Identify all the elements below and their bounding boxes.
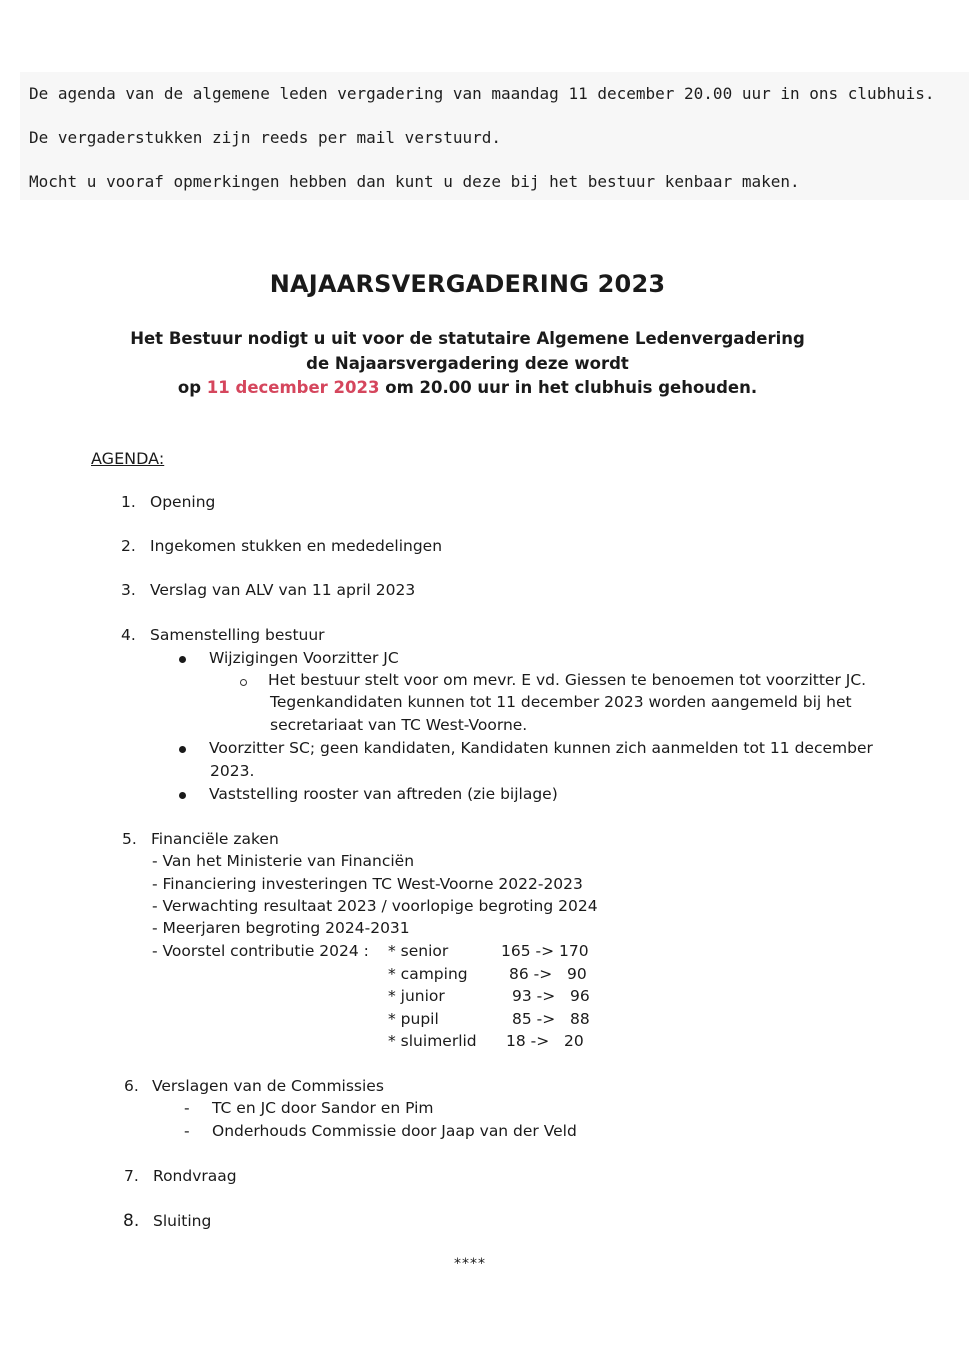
contribution-value: 93 -> 96 xyxy=(512,987,590,1005)
contribution-category: * camping xyxy=(388,965,468,983)
proposal-line-1: Het bestuur stelt voor om mevr. E vd. Giessen te benoemen tot voorzitter JC. xyxy=(268,671,867,689)
agenda-heading: AGENDA: xyxy=(91,449,165,468)
contribution-value: 85 -> 88 xyxy=(512,1010,590,1028)
item-label: Verslag van ALV van 11 april 2023 xyxy=(150,581,416,599)
committee-line-2: Onderhouds Commissie door Jaap van der Veld xyxy=(212,1122,577,1140)
document-title: NAJAARSVERGADERING 2023 xyxy=(269,270,666,298)
item-number: 8. xyxy=(123,1211,140,1231)
item-number: 5. xyxy=(122,830,137,848)
intro-line-3: Mocht u vooraf opmerkingen hebben dan kunt u deze bij het bestuur kenbaar maken. xyxy=(29,172,800,191)
contribution-category: * junior xyxy=(388,987,445,1005)
item-label: Verslagen van de Commissies xyxy=(152,1077,384,1095)
invitation-suffix: om 20.00 uur in het clubhuis gehouden. xyxy=(379,378,758,397)
item-label: Sluiting xyxy=(153,1212,212,1230)
bullet-icon xyxy=(179,792,186,799)
contribution-category: * pupil xyxy=(388,1010,439,1028)
item-label: Samenstelling bestuur xyxy=(150,626,325,644)
dash-marker: - xyxy=(184,1099,190,1117)
circle-bullet-icon xyxy=(240,679,247,686)
invitation-line-1: Het Bestuur nodigt u uit voor de statutaire Algemene Ledenvergadering xyxy=(130,329,805,348)
item-label: Ingekomen stukken en mededelingen xyxy=(150,537,443,555)
meeting-date: 11 december 2023 xyxy=(206,378,380,397)
finance-line-1: - Van het Ministerie van Financiën xyxy=(152,852,415,870)
end-marker: **** xyxy=(454,1256,486,1272)
invitation-prefix: op xyxy=(177,378,207,397)
item-number: 2. xyxy=(121,537,136,555)
dash-marker: - xyxy=(184,1122,190,1140)
item-label: Opening xyxy=(150,493,216,511)
finance-line-3: - Verwachting resultaat 2023 / voorlopige begroting 2024 xyxy=(152,897,598,915)
item-label: Rondvraag xyxy=(153,1167,237,1185)
contribution-value: 165 -> 170 xyxy=(501,942,589,960)
finance-line-5: - Voorstel contributie 2024 : xyxy=(152,942,369,960)
bullet-icon xyxy=(179,656,186,663)
item-number: 3. xyxy=(121,581,136,599)
item-number: 7. xyxy=(124,1167,139,1185)
contribution-category: * sluimerlid xyxy=(388,1032,477,1050)
proposal-line-2: Tegenkandidaten kunnen tot 11 december 2023 worden aangemeld bij het xyxy=(270,693,852,711)
finance-line-2: - Financiering investeringen TC West-Voorne 2022-2023 xyxy=(152,875,583,893)
contribution-category: * senior xyxy=(388,942,449,960)
committee-line-1: TC en JC door Sandor en Pim xyxy=(212,1099,434,1117)
bullet-icon xyxy=(179,746,186,753)
proposal-line-3: secretariaat van TC West-Voorne. xyxy=(270,716,528,734)
sub-item-voorzitter-sc-cont: 2023. xyxy=(210,762,255,780)
sub-item-rooster: Vaststelling rooster van aftreden (zie bijlage) xyxy=(209,785,558,803)
item-number: 4. xyxy=(121,626,136,644)
invitation-line-2: de Najaarsvergadering deze wordt xyxy=(306,354,629,373)
contribution-value: 18 -> 20 xyxy=(506,1032,584,1050)
item-label: Financiële zaken xyxy=(151,830,279,848)
item-number: 6. xyxy=(124,1077,139,1095)
finance-line-4: - Meerjaren begroting 2024-2031 xyxy=(152,919,410,937)
sub-item-voorzitter-sc: Voorzitter SC; geen kandidaten, Kandidaten kunnen zich aanmelden tot 11 december xyxy=(209,739,873,757)
item-number: 1. xyxy=(121,493,136,511)
contribution-value: 86 -> 90 xyxy=(509,965,587,983)
intro-line-2: De vergaderstukken zijn reeds per mail verstuurd. xyxy=(29,128,502,147)
intro-message xyxy=(20,72,969,200)
invitation-line-3 xyxy=(0,378,935,397)
sub-item-voorzitter-jc: Wijzigingen Voorzitter JC xyxy=(209,649,399,667)
intro-line-1: De agenda van de algemene leden vergadering van maandag 11 december 20.00 uur in ons clubhuis. xyxy=(29,84,935,103)
